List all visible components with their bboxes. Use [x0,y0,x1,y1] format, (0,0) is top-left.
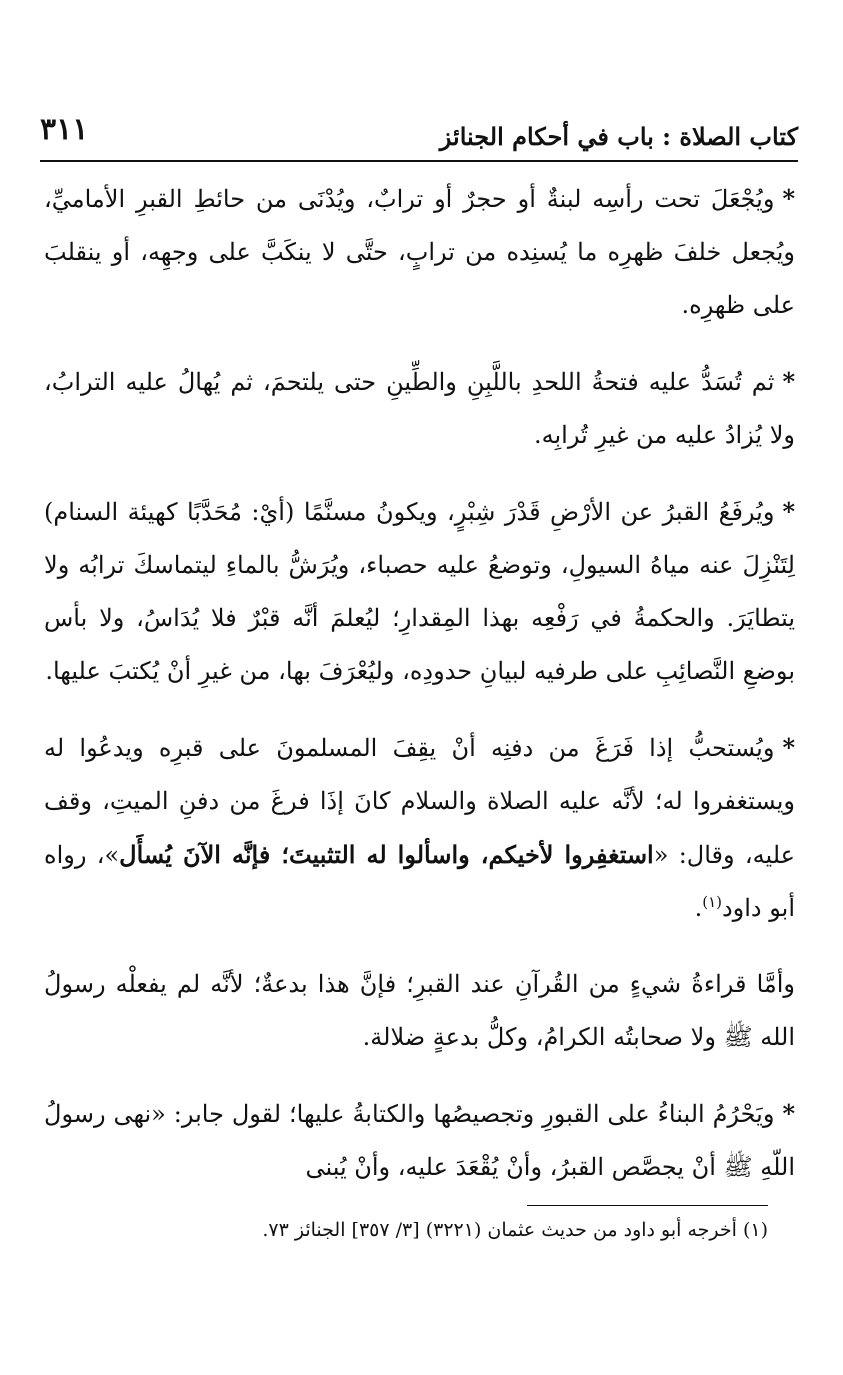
star-bullet: * [782,184,795,213]
footnote-reference: (١) [702,893,722,911]
page-header [40,112,798,160]
footnote-rule [527,1205,768,1206]
main-text [44,172,795,1217]
footnote: (١) أخرجه أبو داود من حديث عثمان (٣٢٢١) [٣/ ٣٥٧] الجنائز ٧٣. [262,1219,768,1241]
paragraph-text: وأمَّا قراءةُ شيءٍ من القُرآنِ عند القبرِ؛ فإنَّ هذا بدعةٌ؛ لأنَّه لم يفعلْه رسولُ الله ﷺ ولا صحابتُه الكرامُ، وكلُّ بدعةٍ ضلالة. [44,970,795,1051]
paragraph-text: ويَحْرُمُ البناءُ على القبورِ وتجصيصُها والكتابةُ عليها؛ لقول جابر: «نهى رسولُ اللّهِ ﷺ أنْ يجصَّص القبرُ، وأنْ يُقْعَدَ عليه، وأنْ يُبنى [44,1100,795,1181]
paragraph-text: ويُجْعَلَ تحت رأسِه لبنةٌ أو حجرٌ أو ترابٌ، ويُدْنَى من حائطِ القبرِ الأماميِّ، ويُجعل خلفَ ظهرِه ما يُسنِده من ترابٍ، حتَّى لا ينكَبَّ على وجهِه، أو ينقلبَ على ظهرِه. [44,185,795,319]
paragraph-text: ويُستحبُّ إذا فَرَغَ من دفنِه أنْ يقِفَ المسلمونَ على قبرِه ويدعُوا له ويستغفروا له؛ لأنَّه عليه الصلاة والسلام كانَ إذَا فرغَ من دفنِ الميتِ، وقف عليه، وقال: « [44,734,796,869]
paragraph-closing-lahd [44,355,795,462]
star-bullet: * [782,367,795,396]
paragraph-text: ثم تُسَدُّ عليه فتحةُ اللحدِ باللَّبِنِ والطِّينِ حتى يلتحمَ، ثم يُهالُ عليه الترابُ، ولا يُزادُ عليه من غيرِ تُرابِه. [44,368,795,449]
header-rule [40,160,798,162]
star-bullet: * [782,497,795,526]
paragraph-grave-placement [44,172,795,332]
star-bullet: * [782,1099,795,1128]
star-bullet: * [782,733,795,762]
page-number: ٣١١ [40,112,89,147]
paragraph-text-after: »، رواه أبو داود [44,841,795,922]
paragraph-dua-after-burial [44,721,795,935]
paragraph-quran-reading [44,958,795,1064]
paragraph-text: ويُرفَعُ القبرُ عن الأرْضِ قَدْرَ شِبْرٍ، ويكونُ مسنَّمًا (أيْ: مُحَدَّبًا كهيئة السنام) لِتَنْزِلَ عنه مياهُ السيولِ، وتوضعُ عليه حصباء، ويُرَشُّ بالماءِ ليتماسكَ ترابُه ولا يتطايَرَ. والحكمةُ في رَفْعِه بهذا المِقدارِ؛ ليُعلمَ أنَّه قبْرٌ فلا يُدَاسُ، ولا بأس بوضعِ النَّصائِبِ على طرفيه لبيانِ حدودِه، وليُعْرَفَ بها، من غيرِ أنْ يُكتبَ عليها. [44,498,795,685]
paragraph-raising-grave [44,485,795,698]
running-title: كتاب الصلاة : باب في أحكام الجنائز [439,122,798,151]
hadith-quote: استغفِروا لأخيكم، واسألوا له التثبيتَ؛ فإنَّه الآنَ يُسأَل [119,840,654,869]
paragraph-building-on-graves [44,1087,795,1194]
paragraph-end: . [694,894,703,922]
